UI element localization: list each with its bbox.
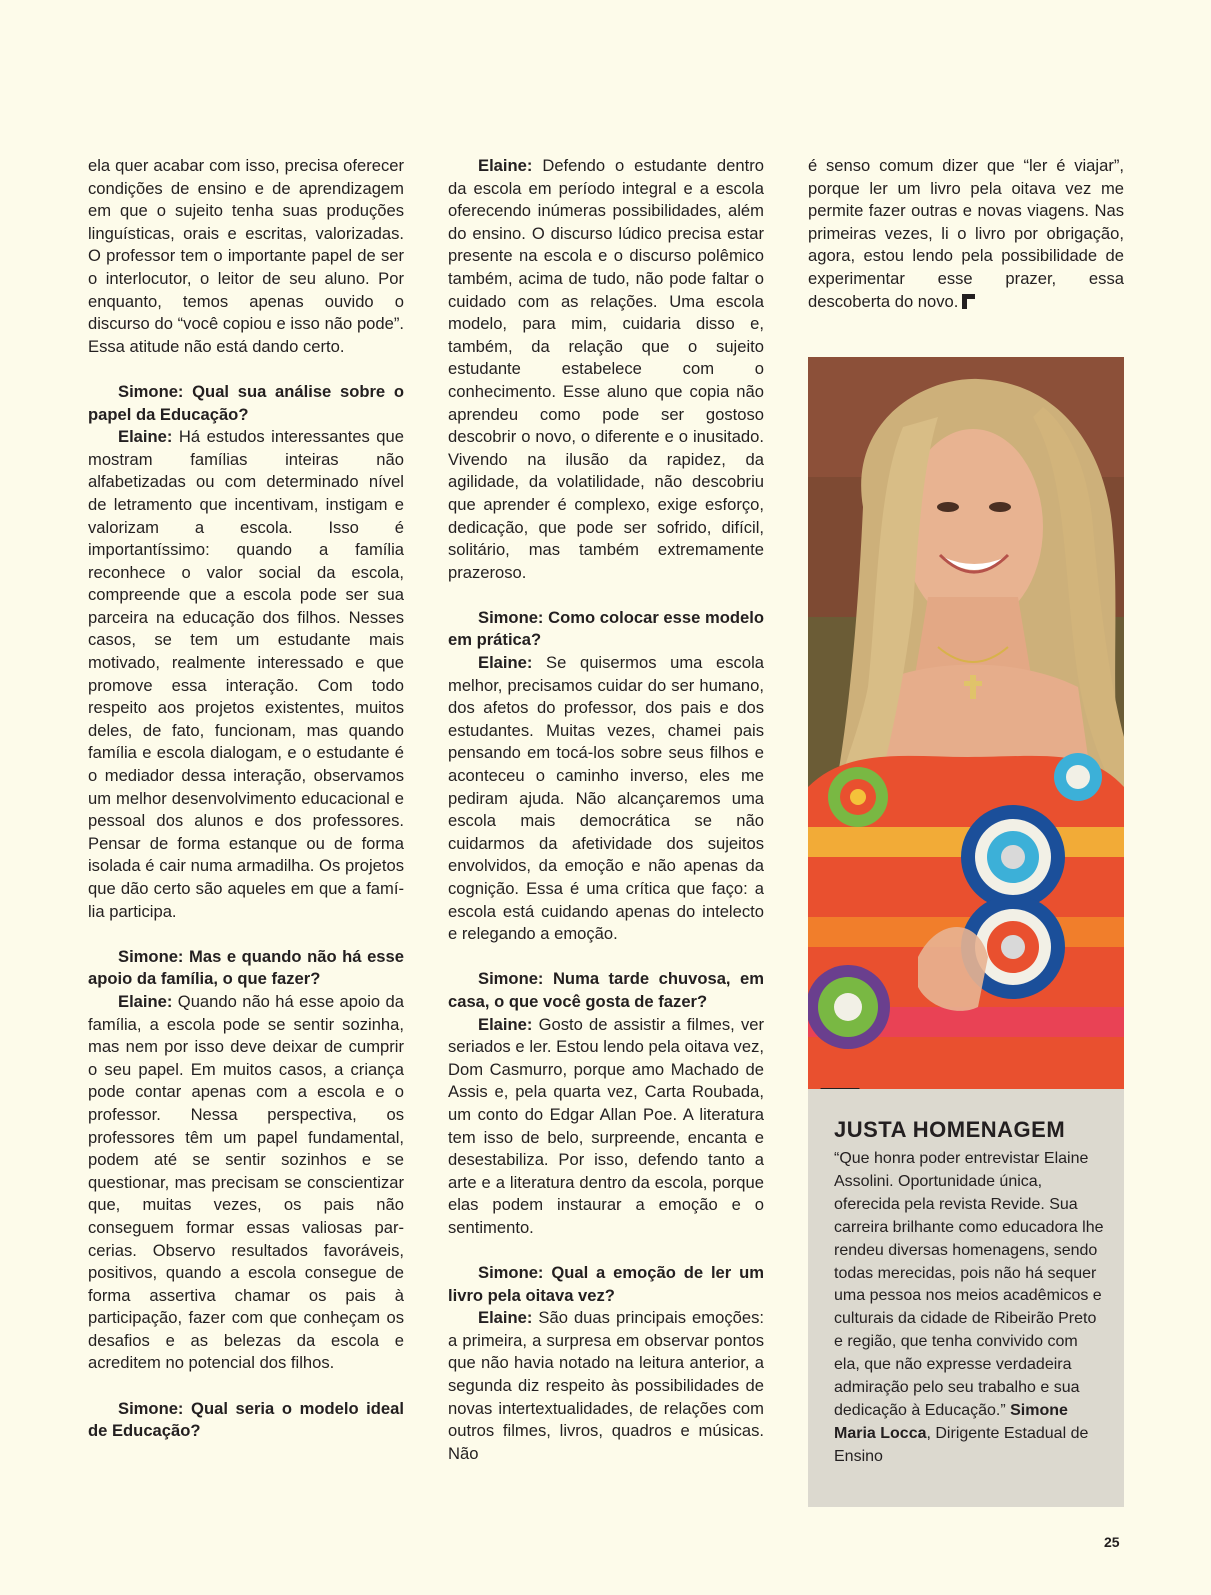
question: Simone: Qual seria o modelo ideal de Educação? [88,1398,404,1441]
paragraph: ela quer acabar com isso, precisa oferecer condições de ensino e de aprendizagem em que o sujeito tenha suas produções linguísticas, orais e escritas, valorizadas. O professor tem o importante papel de ser o interlocutor, o leitor de seu aluno. Por enquanto, temos apenas ouvido o discurso do “você copiou e isso não pode”. Essa atitude não está dando certo. [88,156,404,356]
answer [88,426,404,923]
answer-text: Se quisermos uma escola melhor, precisamos cuidar do ser humano, dos afetos do professor, dos pais e dos estudantes. Muitas vezes, chamei pais pensando em tocá-los sobre seus filhos e aconteceu o caminho inverso, eles me pediram ajuda. Não alcançaremos uma escola mais democrática se não cuidarmos da afetividade dos sujeitos envolvidos, da emoção e não apenas da cognição. Essa é uma crítica que faço: a escola está cuidando apenas do intelecto e relegando a emoção. [448,653,764,944]
speaker: Elaine: [478,1308,533,1328]
portrait-photo [808,357,1124,1089]
answer-text: Gosto de assistir a filmes, ver seriados e ler. Estou lendo pela oitava vez, Dom Casmurro, porque amo Machado de Assis e, pela quarta vez, Carta Roubada, um conto do Edgar Allan Poe. A literatura tem isso de belo, surpreende, encanta e desestabiliza. Por isso, defendo tanto a arte e a literatura dentro da escola, porque elas podem instaurar a emoção e o sentimento. [448,1014,764,1237]
answer-text: Há estudos interessantes que mostram famílias inteiras não alfabetizadas ou com determinado nível de letramento que incentivam, instigam e valorizam a escola. Isso é importantíssimo: quando a família reconhece o valor social da escola, compreende que a escola pode ser sua parceira na educação dos filhos. Nesses casos, se tem um estudante mais motivado, realmente interessado e que promove essa interação. Com todo respeito aos projetos existentes, muitos deles, de fato, funcionam, mas quando família e escola dialogam, e o estudante é o mediador dessa interação, observamos um melhor desenvolvimento educacional e pessoal dos alunos e dos professores. Pensar de forma estanque ou de forma isolada é cair numa armadilha. Os projetos que dão certo são aqueles em que a família participa. [88,427,404,921]
question: Simone: Qual sua análise sobre o papel da Educação? [88,381,404,424]
tribute-quote [834,1148,1104,1469]
revide-end-mark-icon [962,294,975,309]
answer [448,155,764,584]
speaker: Elaine: [478,653,533,673]
question: Simone: Como colocar esse modelo em prática? [448,607,764,650]
answer [448,1014,764,1240]
tribute-box [808,1089,1124,1507]
column-2 [448,155,764,1465]
quote-author: Simone Maria Locca [834,1401,1068,1442]
question: Simone: Numa tarde chuvosa, em casa, o que você gosta de fazer? [448,969,764,1011]
column-1 [88,155,404,1443]
speaker: Elaine: [478,1014,533,1034]
paragraph-text: é senso comum dizer que “ler é viajar”, porque ler um livro pela oitava vez me permite fazer outras e novas viagens. Nas primeiras vezes, li o livro por obrigação, agora, estou lendo pela possibilidade de experimentar esse prazer, essa descoberta do novo. [808,156,1124,311]
answer-text: Defendo o estudante dentro da escola em período integral e a escola oferecendo inúmeras possibilidades, além do ensino. O discurso lúdico precisa estar presente na escola e o discurso polêmico também, acima de tudo, não pode faltar o cuidado com as relações. Uma escola modelo, para mim, cuidaria disso e, também, da relação que o sujeito estudante estabelece com o conhecimento. Esse aluno que copia não aprendeu como pode ser gostoso descobrir o novo, o diferente e o inusitado. Vivendo na ilusão da rapidez, da agilidade, da volatilidade, não descobriu que aprender é complexo, exige esforço, dedicação, que pode ser sofrido, difícil, solitário, mas também extremamente prazeroso. [448,156,764,582]
column-3 [808,155,1124,313]
speaker: Elaine: [478,156,533,175]
answer [88,991,404,1375]
answer-text: Quando não há esse apoio da família, a escola pode se sentir sozinha, mas nem por isso deve deixar de cumprir o seu papel. Em muitos casos, a criança pode contar apenas com a escola e o professor. Nessa perspectiva, os professores têm um papel fundamental, podem até se sentir sozinhos e se questionar, mas precisam se conscientizar que, muitas vezes, os pais não conseguem formar essas valiosas parcerias. Observo resultados favoráveis, positivos, quando a escola consegue de forma assertiva chamar os pais à participação, fazer com que conheçam os desafios e as belezas da escola e acreditem no potencial dos filhos. [88,991,404,1373]
answer [448,652,764,946]
speaker: Elaine: [118,427,173,447]
tribute-title: JUSTA HOMENAGEM [834,1117,1066,1142]
quote-author-role: , Dirigente Estadual de Ensino [834,1424,1089,1465]
paragraph [808,155,1124,313]
answer-text: São duas principais emoções: a primeira, a surpresa em observar pontos que não havia notado na leitura anterior, a segunda diz respeito às possibilidades de novas intertextualidades, de relações com outros filmes, livros, quadros e músicas. Não [448,1308,764,1463]
answer [448,1307,764,1465]
speaker: Elaine: [118,991,173,1011]
quote-text: “Que honra poder entrevistar Elaine Assolini. Oportunidade única, oferecida pela revista Revide. Sua carreira brilhante como educadora lhe rendeu diversas homenagens, sendo todas merecidas, pois não há sequer uma pessoa nos meios acadêmicos e culturais da cidade de Ribeirão Preto e região, que tenha convivido com ela, que não expresse verdadeira admiração pelo seu trabalho e sua dedicação à Educação.” [834,1150,1104,1419]
question: Simone: Mas e quando não há esse apoio da família, o que fazer? [88,946,404,989]
question: Simone: Qual a emoção de ler um livro pela oitava vez? [448,1263,764,1305]
page-number: 25 [1104,1534,1120,1550]
